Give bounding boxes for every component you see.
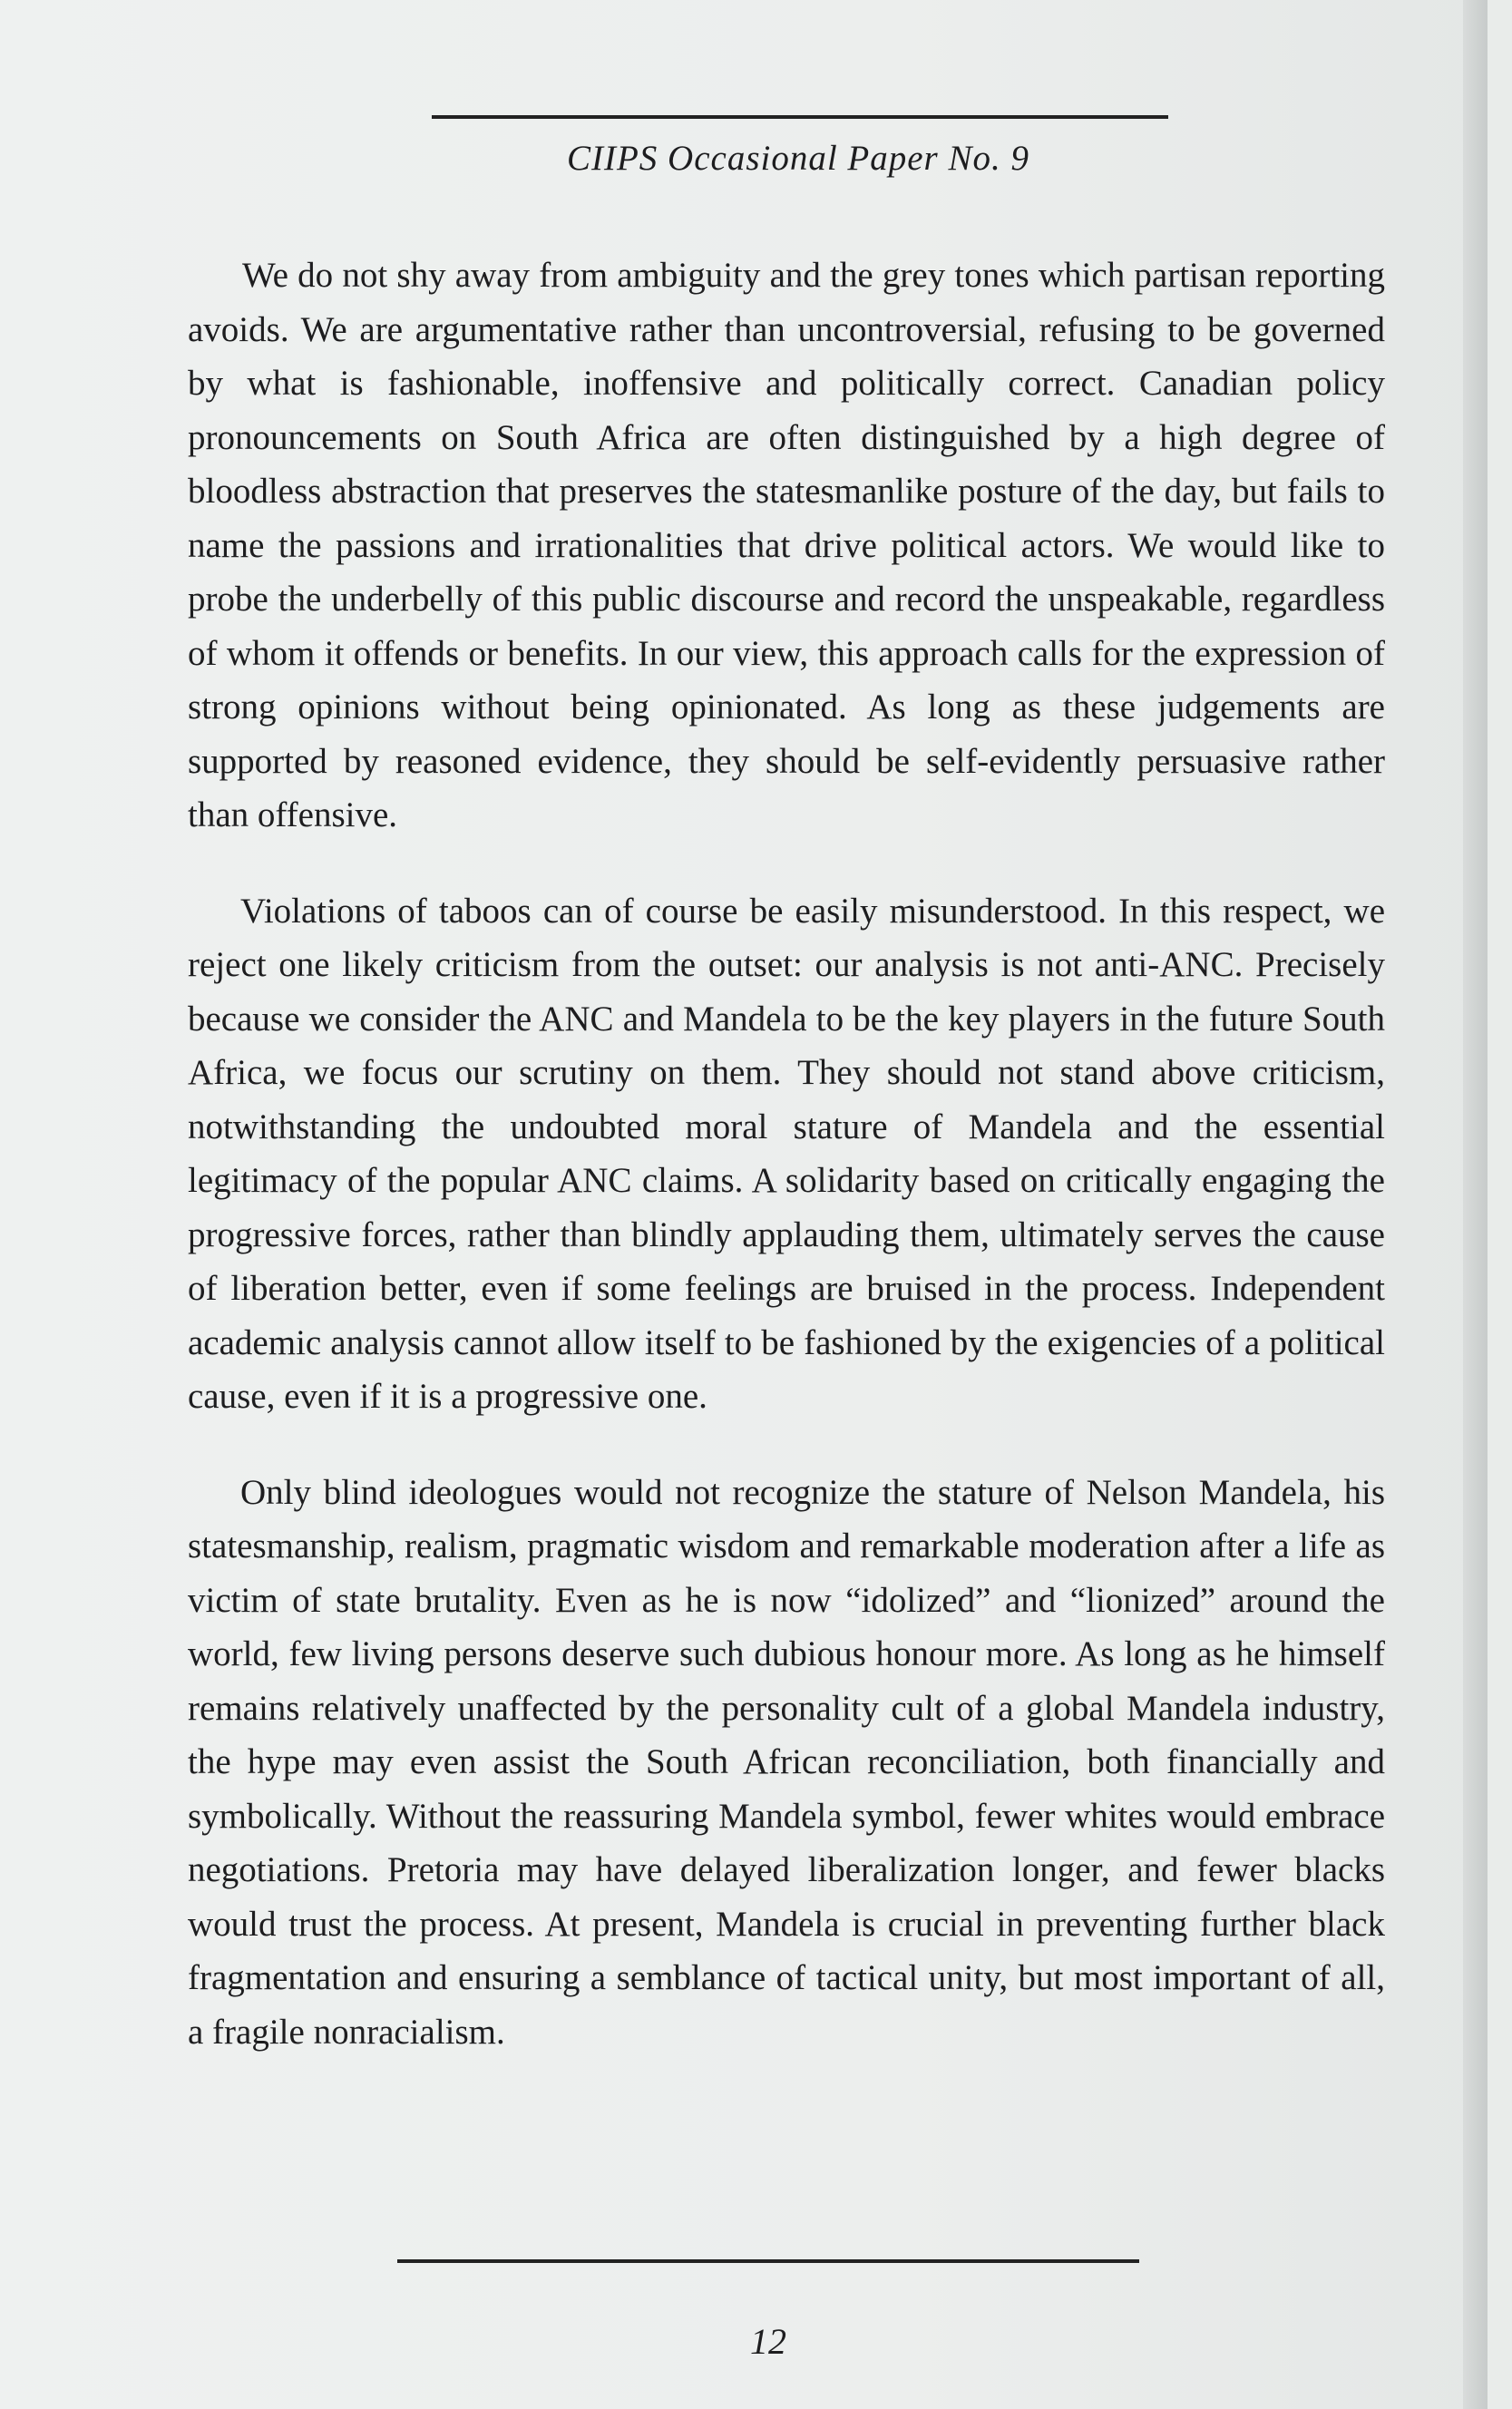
running-header: CIIPS Occasional Paper No. 9 [566,139,1029,178]
paragraph-2: Violations of taboos can of course be easily misunderstood. In this respect, we reject one likely criticism from the outset: our analysis is not anti-ANC. Precisely because we consider the ANC and Mandela to be the key players in the future South Africa, we focus our scrutiny on them. They should not stand above criticism, notwithstanding the undoubted moral stature of Mandela and the essential legitimacy of the popular ANC claims. A solidarity based on critically engaging the progressive forces, rather than blindly applauding them, ultimately serves the cause of liberation better, even if some feelings are bruised in the process. Independent academic analysis cannot allow itself to be fashioned by the exigencies of a political cause, even if it is a progressive one. [188,891,1385,1416]
page-number: 12 [750,2321,786,2362]
paragraph-3: Only blind ideologues would not recognize the stature of Nelson Mandela, his statesmanship, realism, pragmatic wisdom and remarkable moderation after a life as victim of state brutality. Even as he is now “idolized” and “lionized” around the world, few living persons deserve such dubious honour more. As long as he himself remains relatively unaffected by the personality cult of a global Mandela industry, the hype may even assist the South African reconciliation, both financially and symbolically. Without the reassuring Mandela symbol, fewer whites would embrace negotiations. Pretoria may have delayed liberalization longer, and fewer blacks would trust the process. At present, Mandela is crucial in preventing further black fragmentation and ensuring a semblance of tactical unity, but most important of all, a fragile nonracialism. [188,1472,1385,2052]
paragraph-1: We do not shy away from ambiguity and the grey tones which partisan reporting avoids. We are argumentative rather than uncontroversial, refusing to be governed by what is fashionable, inoffensive and politically correct. Canadian policy pronouncements on South Africa are often distinguished by a high degree of bloodless abstraction that preserves the statesmanlike posture of the day, but fails to name the passions and irrationalities that drive political actors. We would like to probe the underbelly of this public discourse and record the unspeakable, regardless of whom it offends or benefits. In our view, this approach calls for the expression of strong opinions without being opinionated. As long as these judgements are supported by reasoned evidence, they should be self-evidently persuasive rather than offensive. [188,256,1385,834]
header-rule [432,115,1168,119]
page-edge-shadow [1463,0,1488,2409]
footer-rule [397,2259,1139,2263]
body-text [188,249,1385,2101]
